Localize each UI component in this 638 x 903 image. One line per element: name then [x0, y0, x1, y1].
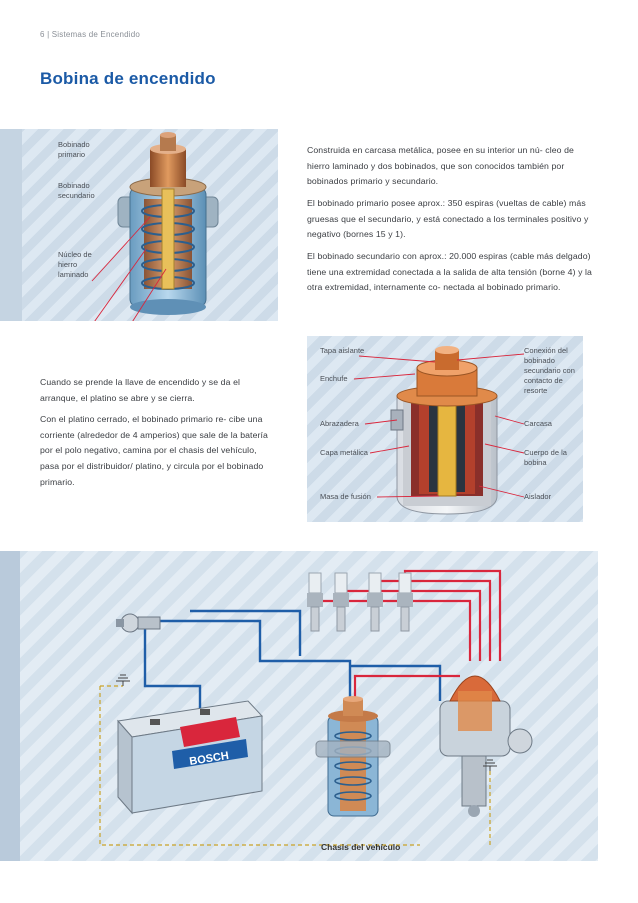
battery-brand: BOSCH	[188, 749, 230, 768]
label-cuerpo-bobina: Cuerpo de la bobina	[524, 448, 567, 467]
coil-section-figure	[307, 336, 583, 522]
label-bobinado-primario: Bobinado primario	[58, 140, 90, 159]
ignition-system-illustration	[0, 551, 598, 861]
label-bobinado-secundario: Bobinado secundario	[58, 181, 95, 200]
label-carcasa: Carcasa	[524, 419, 552, 428]
distributor	[440, 676, 532, 817]
paragraph-right-2: El bobinado primario posee aprox.: 350 espiras (vueltas de cable) más gruesas que el secundario, y está conectado a los terminales positivo y negativo (bornes 15 y 1).	[307, 198, 589, 240]
paragraph-left-1: Cuando se prende la llave de encendido y se da el arranque, el platino se abre y se cierra.	[40, 377, 241, 403]
coil-cutaway-illustration	[0, 129, 278, 321]
label-chasis-del-vehiculo: Chasis del vehículo	[321, 842, 401, 852]
label-enchufe: Enchufe	[320, 374, 348, 383]
label-masa-de-fusion: Masa de fusión	[320, 492, 371, 501]
paragraph-left-2: Con el platino cerrado, el bobinado primario re- cibe una corriente (alrededor de 4 amperios) que sale de la batería por el polo negativo, camina por el chasis del vehículo, pasa por el distribuidor/ platino, y circula por el bobinado primario.	[40, 414, 268, 487]
ignition-system-figure	[0, 551, 598, 861]
label-capa-metalica: Capa metálica	[320, 448, 368, 457]
label-tapa-aislante: Tapa aislante	[320, 346, 365, 355]
paragraph-right-3: El bobinado secundario con aprox.: 20.000 espiras (cable más delgado) tiene una extremidad conectada a la salida de alta tensión (borne 4) y la otra extremidad, internamente co- nectada al bobinado primario.	[307, 251, 592, 293]
page-header: 6 | Sistemas de Encendido	[40, 30, 141, 39]
ignition-coil	[316, 696, 390, 816]
paragraph-right-1: Construida en carcasa metálica, posee en su interior un nú- cleo de hierro laminado y dos bobinados, que son conocidos también por bobinados primario y secundario.	[307, 145, 574, 187]
ignition-switch	[116, 614, 160, 632]
label-abrazadera: Abrazadera	[320, 419, 359, 428]
coil-cutaway-figure	[0, 129, 278, 321]
label-aislador: Aislador	[524, 492, 552, 501]
label-nucleo: Núcleo de hierro laminado	[58, 250, 92, 279]
label-conexion-secundario: Conexión del bobinado secundario con contacto de resorte	[524, 346, 575, 395]
page-title: Bobina de encendido	[40, 69, 216, 88]
battery	[118, 701, 262, 813]
